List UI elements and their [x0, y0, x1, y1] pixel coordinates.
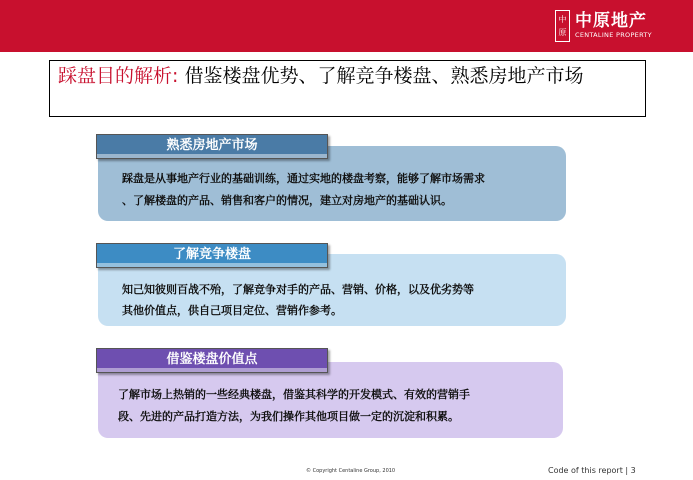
header-bar — [0, 0, 693, 52]
logo-name: 中原地产 — [575, 11, 647, 31]
logo-seal-bottom: 原 — [558, 28, 567, 37]
logo-name-en: CENTALINE PROPERTY — [575, 31, 652, 39]
section-text-competition-line1: 知己知彼则百战不殆，了解竞争对手的产品、营销、价格，以及优劣势等 — [122, 283, 474, 296]
section-text-market-line2: 、了解楼盘的产品、销售和客户的情况，建立对房地产的基础认识。 — [122, 194, 452, 207]
section-text-competition-line2: 其他价值点，供自己项目定位、营销作参考。 — [122, 304, 342, 317]
logo-seal-icon — [555, 10, 570, 42]
centaline-logo — [555, 9, 652, 43]
section-tab-market: 熟悉房地产市场 — [96, 134, 328, 159]
section-text-value-line2: 段、先进的产品打造方法，为我们操作其他项目做一定的沉淀和积累。 — [118, 410, 459, 423]
footer-copyright: © Copyright Centaline Group, 2010 — [306, 468, 396, 474]
page-title — [49, 60, 646, 117]
section-tab-value: 借鉴楼盘价值点 — [96, 348, 328, 373]
section-text-market-line1: 踩盘是从事地产行业的基础训练，通过实地的楼盘考察，能够了解市场需求 — [122, 172, 485, 185]
title-lead: 踩盘目的解析: — [58, 65, 179, 87]
section-text-value-line1: 了解市场上热销的一些经典楼盘，借鉴其科学的开发模式、有效的营销手 — [118, 388, 470, 401]
section-tab-competition: 了解竞争楼盘 — [96, 243, 328, 268]
footer-page-number: Code of this report | 3 — [548, 466, 636, 475]
title-rest: 借鉴楼盘优势、了解竞争楼盘、熟悉房地产市场 — [178, 65, 584, 87]
logo-seal-top: 中 — [558, 15, 567, 24]
